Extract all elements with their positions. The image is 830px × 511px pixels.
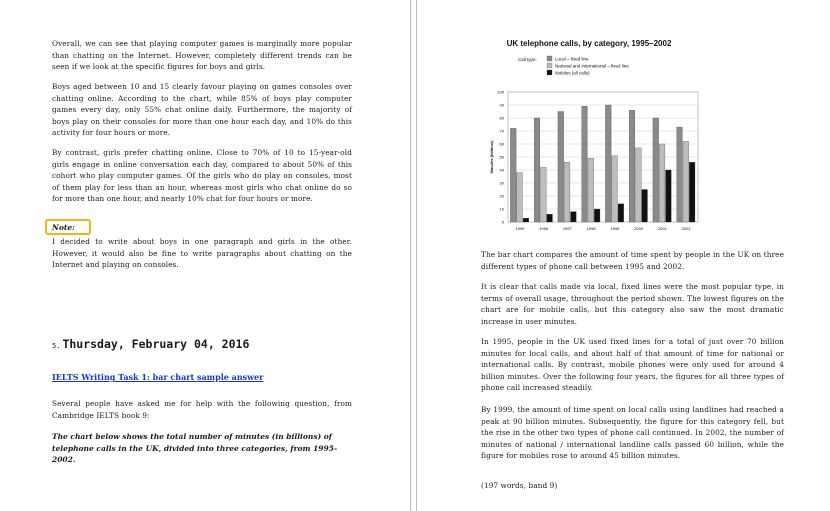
y-tick-label-4: 40 xyxy=(499,167,504,173)
note-text: I decided to write about boys in one paragraph and girls in the other. However, it would also be fine to write paragraphs about chatting on the Internet and playing on consoles. xyxy=(52,237,352,269)
y-tick-label-0: 0 xyxy=(501,219,504,225)
legend-entry-0: Local – fixed line xyxy=(555,56,589,62)
y-tick-label-3: 30 xyxy=(499,180,504,186)
paragraph-overall: Overall, we can see that playing computer games is marginally more popular than chatting on the Internet. However, completely different trends can be seen if we look at the specific figures for boys and girls. xyxy=(52,39,352,71)
legend-entry-2: Mobiles (all calls) xyxy=(555,70,590,76)
bar-1-1995 xyxy=(517,173,523,222)
bar-2-1998 xyxy=(594,209,600,222)
paragraph-girls: By contrast, girls prefer chatting online. Close to 70% of 10 to 15-year-old girls engage in online conversation each day, compared to about 50% of this cohort who play computer games. Of the girls who do play on consoles, most of them play for less than an hour, whereas most girls who chat online do so for more than one hour, and nearly 10% chat for four hours or more. xyxy=(52,148,352,203)
y-tick-label-5: 50 xyxy=(499,154,504,160)
bar-2-1997 xyxy=(571,212,577,222)
paragraph-1999: By 1999, the amount of time spent on local calls using landlines had reached a peak at 90 billion minutes. Subsequently, the figure for this category fell, but the rise in the other two types of phone call continued. In 2002, the number of minutes of national / international landline calls passed 60 billion, while the figure for mobiles rose to around 45 billion minutes. xyxy=(481,405,784,460)
x-tick-label-2001: 2001 xyxy=(657,226,667,231)
bar-2-2001 xyxy=(666,170,672,222)
x-tick-label-2002: 2002 xyxy=(681,226,691,231)
list-number: 5. xyxy=(52,342,61,350)
bar-1-1996 xyxy=(540,167,546,222)
bar-1-2000 xyxy=(635,148,641,222)
bar-0-1999 xyxy=(605,105,611,222)
legend-swatch-1 xyxy=(547,63,552,68)
paragraph-1995: In 1995, people in the UK used fixed lines for a total of just over 70 billion minutes for local calls, and about half of that amount of time for national or international calls. By contrast, mobile phones were only used for around 4 billion minutes. Over the following four years, the figures for all three types of phone call increased steadily. xyxy=(481,337,784,392)
legend-swatch-2 xyxy=(547,70,552,75)
bar-2-1996 xyxy=(547,214,553,222)
bar-chart xyxy=(474,35,724,235)
legend-swatch-0 xyxy=(547,56,552,61)
bar-0-1998 xyxy=(582,106,588,222)
bar-0-1996 xyxy=(534,118,540,222)
bar-1-1998 xyxy=(588,158,594,222)
y-tick-label-2: 20 xyxy=(499,193,504,199)
paragraph-compare: The bar chart compares the amount of time spent by people in the UK on three different types of phone call between 1995 and 2002. xyxy=(481,250,784,271)
note-label: Note: xyxy=(52,223,75,232)
y-tick-label-10: 100 xyxy=(497,89,504,95)
paragraph-clear: It is clear that calls made via local, fixed lines were the most popular type, in terms of overall usage, throughout the period shown. The lowest figures on the chart are for mobile calls, but this category also saw the most dramatic increase in user minutes. xyxy=(481,282,784,326)
word-count: (197 words, band 9) xyxy=(481,481,558,490)
x-tick-label-2000: 2000 xyxy=(634,226,644,231)
bar-0-1995 xyxy=(510,128,516,222)
bar-1-1997 xyxy=(564,162,570,222)
date-text: Thursday, February 04, 2016 xyxy=(62,337,250,351)
page-divider xyxy=(410,0,417,511)
bar-1-2002 xyxy=(683,141,689,222)
bar-2-1995 xyxy=(523,218,529,222)
y-axis-label: Minutes (billions) xyxy=(489,140,494,174)
x-tick-label-1999: 1999 xyxy=(610,226,620,231)
y-tick-label-6: 60 xyxy=(499,141,504,147)
bar-0-2002 xyxy=(677,127,683,222)
intro-paragraph: Several people have asked me for help with the following question, from Cambridge IELTS book 9: xyxy=(52,399,352,420)
bar-2-1999 xyxy=(618,204,624,222)
bar-2-2000 xyxy=(642,190,648,223)
question-quote: The chart below shows the total number of minutes (in billions) of telephone calls in the UK, divided into three categories, from 1995-2002. xyxy=(52,432,338,464)
x-tick-label-1995: 1995 xyxy=(515,226,525,231)
bar-0-2000 xyxy=(629,110,635,222)
x-tick-label-1998: 1998 xyxy=(586,226,596,231)
bar-1-1999 xyxy=(612,156,618,222)
left-page xyxy=(0,0,410,511)
bar-1-2001 xyxy=(659,144,665,222)
bar-0-1997 xyxy=(558,112,564,223)
legend-entry-1: National and international – fixed line xyxy=(555,63,629,69)
legend-title: Call type: xyxy=(518,57,537,62)
y-tick-label-8: 80 xyxy=(499,115,504,121)
chart-title: UK telephone calls, by category, 1995–2002 xyxy=(506,39,672,48)
bar-0-2001 xyxy=(653,118,659,222)
paragraph-boys: Boys aged between 10 and 15 clearly favour playing on games consoles over chatting online. According to the chart, while 85% of boys play computer games every day, only 55% chat online daily. Furthermore, the majority of boys play on their consoles for more than one hour each day, and 10% do this activity for four hours or more. xyxy=(52,82,352,137)
post-date-heading xyxy=(52,337,249,351)
y-tick-label-9: 90 xyxy=(499,102,504,108)
y-tick-label-1: 10 xyxy=(499,206,504,212)
y-tick-label-7: 70 xyxy=(499,128,504,134)
x-tick-label-1996: 1996 xyxy=(539,226,549,231)
task-link[interactable]: IELTS Writing Task 1: bar chart sample answer xyxy=(52,372,264,382)
x-tick-label-1997: 1997 xyxy=(562,226,572,231)
right-page xyxy=(417,0,830,511)
bar-2-2002 xyxy=(689,162,695,222)
